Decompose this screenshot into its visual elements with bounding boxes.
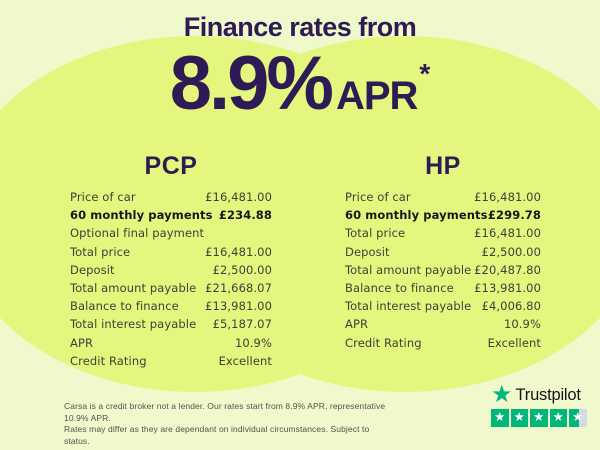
finance-row: [70, 315, 272, 333]
finance-row: [345, 297, 541, 315]
finance-row: [70, 279, 272, 297]
row-label: Total price: [345, 226, 406, 241]
disclaimer-text: [64, 401, 394, 447]
finance-row: [345, 243, 541, 261]
row-label: 60 monthly payments: [345, 208, 488, 223]
row-value: Excellent: [487, 335, 541, 350]
row-label: 60 monthly payments: [70, 208, 213, 223]
finance-row: [70, 297, 272, 315]
finance-row: [345, 188, 541, 206]
row-label: Total interest payable: [345, 299, 472, 314]
row-value: £13,981.00: [474, 281, 541, 296]
trustpilot-star-icon: ★: [491, 381, 513, 408]
row-value: £16,481.00: [205, 244, 272, 259]
pcp-column: [70, 152, 272, 370]
row-label: Total amount payable: [70, 281, 197, 296]
finance-row: [70, 224, 272, 242]
row-label: APR: [70, 335, 94, 350]
row-label: Price of car: [345, 190, 411, 205]
row-value: £5,187.07: [212, 317, 272, 332]
finance-row: [70, 206, 272, 224]
row-label: APR: [345, 317, 369, 332]
finance-row: [345, 206, 541, 224]
trustpilot-star-box-icon: ★: [569, 409, 587, 427]
finance-row: [345, 315, 541, 333]
row-label: Total interest payable: [70, 317, 197, 332]
headline-rate: [0, 41, 600, 126]
row-value: £20,487.80: [474, 262, 541, 277]
pcp-table: [70, 188, 272, 370]
row-value: £234.88: [218, 208, 272, 223]
row-value: £2,500.00: [481, 244, 541, 259]
pcp-column-title: PCP: [144, 152, 198, 180]
rate-value: 8.9%: [169, 41, 331, 126]
trustpilot-star-box-icon: ★: [511, 409, 529, 427]
row-value: £21,668.07: [205, 281, 272, 296]
finance-row: [345, 261, 541, 279]
row-label: Optional final payment: [70, 226, 205, 241]
finance-row: [70, 243, 272, 261]
row-value: £4,006.80: [481, 299, 541, 314]
row-value: 10.9%: [503, 317, 541, 332]
trustpilot-rating-stars: [491, 409, 587, 427]
row-value: £16,481.00: [205, 190, 272, 205]
row-value: Excellent: [218, 353, 272, 368]
finance-row: [345, 224, 541, 242]
trustpilot-logo: [491, 381, 587, 408]
trustpilot-star-box-icon: ★: [530, 409, 548, 427]
trustpilot-star-box-icon: ★: [550, 409, 568, 427]
hp-column-title: HP: [425, 152, 461, 180]
row-label: Deposit: [345, 244, 390, 259]
finance-row: [70, 352, 272, 370]
row-value: £13,981.00: [205, 299, 272, 314]
trustpilot-star-box-icon: ★: [491, 409, 509, 427]
finance-row: [345, 334, 541, 352]
row-label: Credit Rating: [345, 335, 422, 350]
disclaimer-line-2: Rates may differ as they are dependant on individual circumstances. Subject to status.: [64, 424, 370, 446]
finance-row: [70, 188, 272, 206]
row-value: £16,481.00: [474, 190, 541, 205]
row-value: £16,481.00: [474, 226, 541, 241]
row-label: Price of car: [70, 190, 136, 205]
finance-row: [70, 334, 272, 352]
finance-row: [345, 279, 541, 297]
row-label: Credit Rating: [70, 353, 147, 368]
row-value: £2,500.00: [212, 262, 272, 277]
hp-column: [345, 152, 541, 352]
row-label: Total amount payable: [345, 262, 472, 277]
trustpilot-badge: [491, 381, 587, 427]
row-label: Balance to finance: [70, 299, 179, 314]
row-label: Deposit: [70, 262, 115, 277]
finance-row: [70, 261, 272, 279]
row-label: Balance to finance: [345, 281, 454, 296]
rate-asterisk: *: [419, 58, 431, 89]
row-value: £299.78: [487, 208, 541, 223]
hp-table: [345, 188, 541, 352]
page-title: Finance rates from: [183, 12, 417, 42]
disclaimer-line-1: Carsa is a credit broker not a lender. Our rates start from 8.9% APR, representative 10.9% APR.: [64, 401, 386, 423]
row-label: Total price: [70, 244, 131, 259]
rate-unit: APR: [335, 74, 418, 118]
row-value: 10.9%: [234, 335, 272, 350]
trustpilot-brand-name: Trustpilot: [515, 385, 581, 404]
